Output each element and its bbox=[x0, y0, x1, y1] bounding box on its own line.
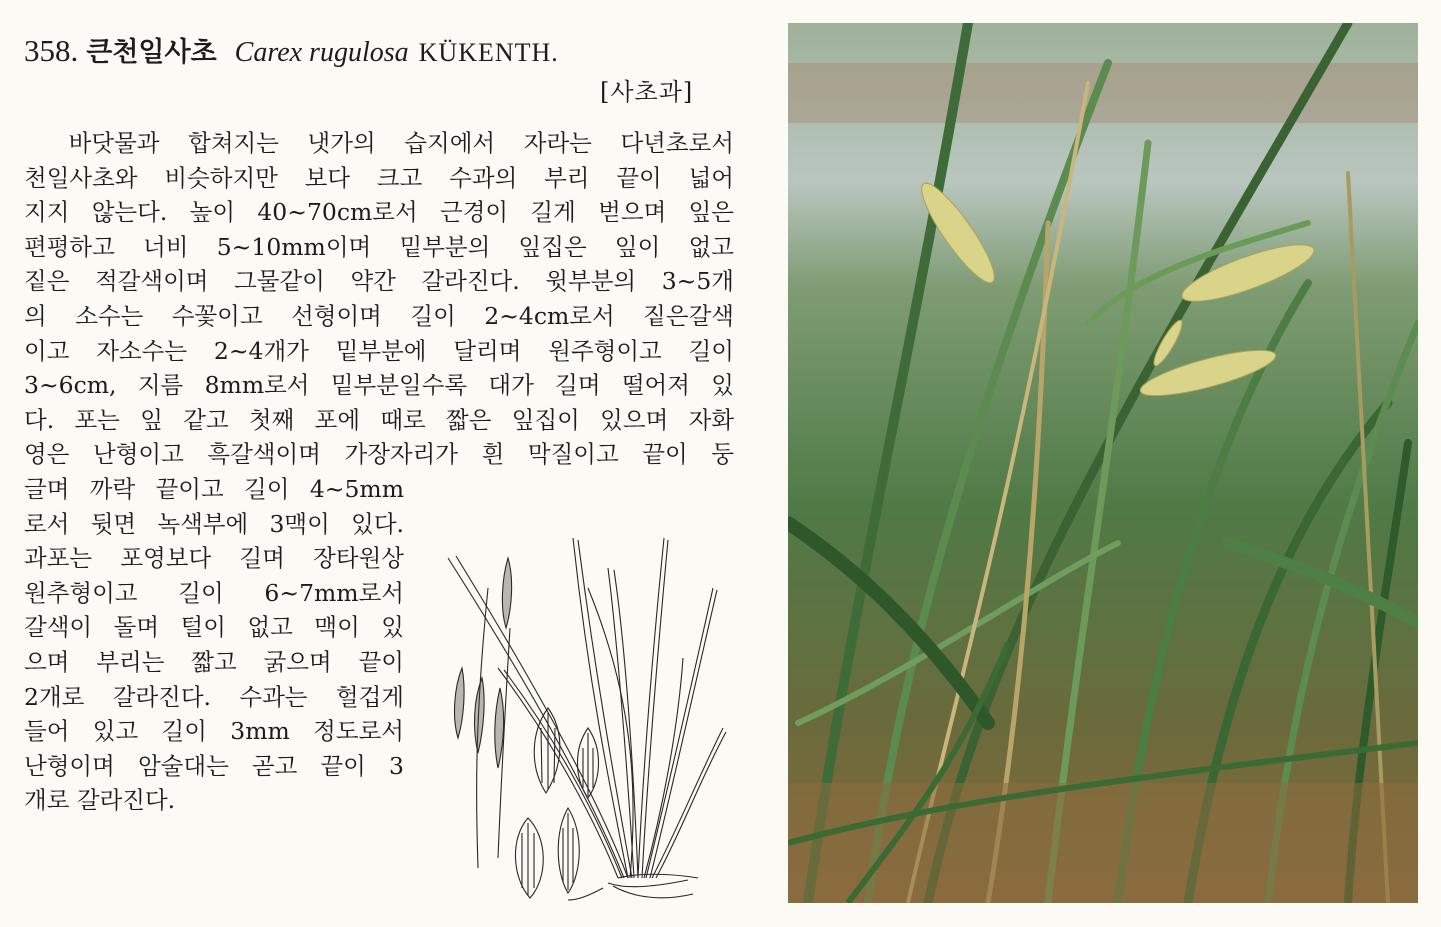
species-heading bbox=[24, 30, 764, 74]
botanical-line-drawing bbox=[438, 528, 728, 908]
description-line: 3~6cm, 지름 8mm로서 밑부분일수록 대가 길며 떨어져 있 bbox=[24, 371, 734, 400]
description-line: 다. 포는 잎 같고 첫째 포에 때로 짧은 잎집이 있으며 자화 bbox=[24, 405, 734, 434]
description-line: 편평하고 너비 5~10mm이며 밑부분의 잎집은 잎이 없고 bbox=[24, 232, 734, 261]
description-line: 과포는 포영보다 길며 장타원상 bbox=[24, 544, 404, 573]
description-line: 2개로 갈라진다. 수과는 헐겁게 bbox=[24, 682, 404, 711]
sedge-photo bbox=[788, 23, 1418, 903]
description-line: 지지 않는다. 높이 40~70cm로서 근경이 길게 벋으며 잎은 bbox=[24, 198, 734, 227]
description-line: 갈색이 돌며 털이 없고 맥이 있 bbox=[24, 613, 404, 642]
description-line: 천일사초와 비슷하지만 보다 크고 수과의 부리 끝이 넓어 bbox=[24, 163, 734, 192]
family-label: [사초과] bbox=[600, 78, 694, 106]
description-wide-block bbox=[24, 126, 734, 472]
description-line: 영은 난형이고 흑갈색이며 가장자리가 흰 막질이고 끝이 둥 bbox=[24, 440, 734, 469]
description-line: 개로 갈라진다. bbox=[24, 786, 176, 815]
description-line: 이고 자소수는 2~4개가 밑부분에 달리며 원주형이고 길이 bbox=[24, 336, 734, 365]
author-name: KÜKENTH. bbox=[418, 38, 559, 67]
description-line: 원추형이고 길이 6~7mm로서 bbox=[24, 578, 404, 607]
description-line: 으며 부리는 짧고 굵으며 끝이 bbox=[24, 647, 404, 676]
description-line: 들어 있고 길이 3mm 정도로서 bbox=[24, 717, 404, 746]
description-line: 짙은 적갈색이며 그물같이 약간 갈라진다. 윗부분의 3~5개 bbox=[24, 267, 734, 296]
description-line: 로서 뒷면 녹색부에 3맥이 있다. bbox=[24, 509, 404, 538]
description-line: 바닷물과 합쳐지는 냇가의 습지에서 자라는 다년초로서 bbox=[24, 129, 734, 157]
entry-number: 358. bbox=[24, 33, 79, 68]
description-line: 글며 까락 끝이고 길이 4~5mm bbox=[24, 474, 404, 503]
description-line: 의 소수는 수꽃이고 선형이며 길이 2~4cm로서 짙은갈색 bbox=[24, 301, 734, 330]
latin-name: Carex rugulosa bbox=[234, 37, 409, 68]
description-line: 난형이며 암술대는 곧고 끝이 3 bbox=[24, 751, 404, 780]
korean-name: 큰천일사초 bbox=[86, 37, 217, 68]
